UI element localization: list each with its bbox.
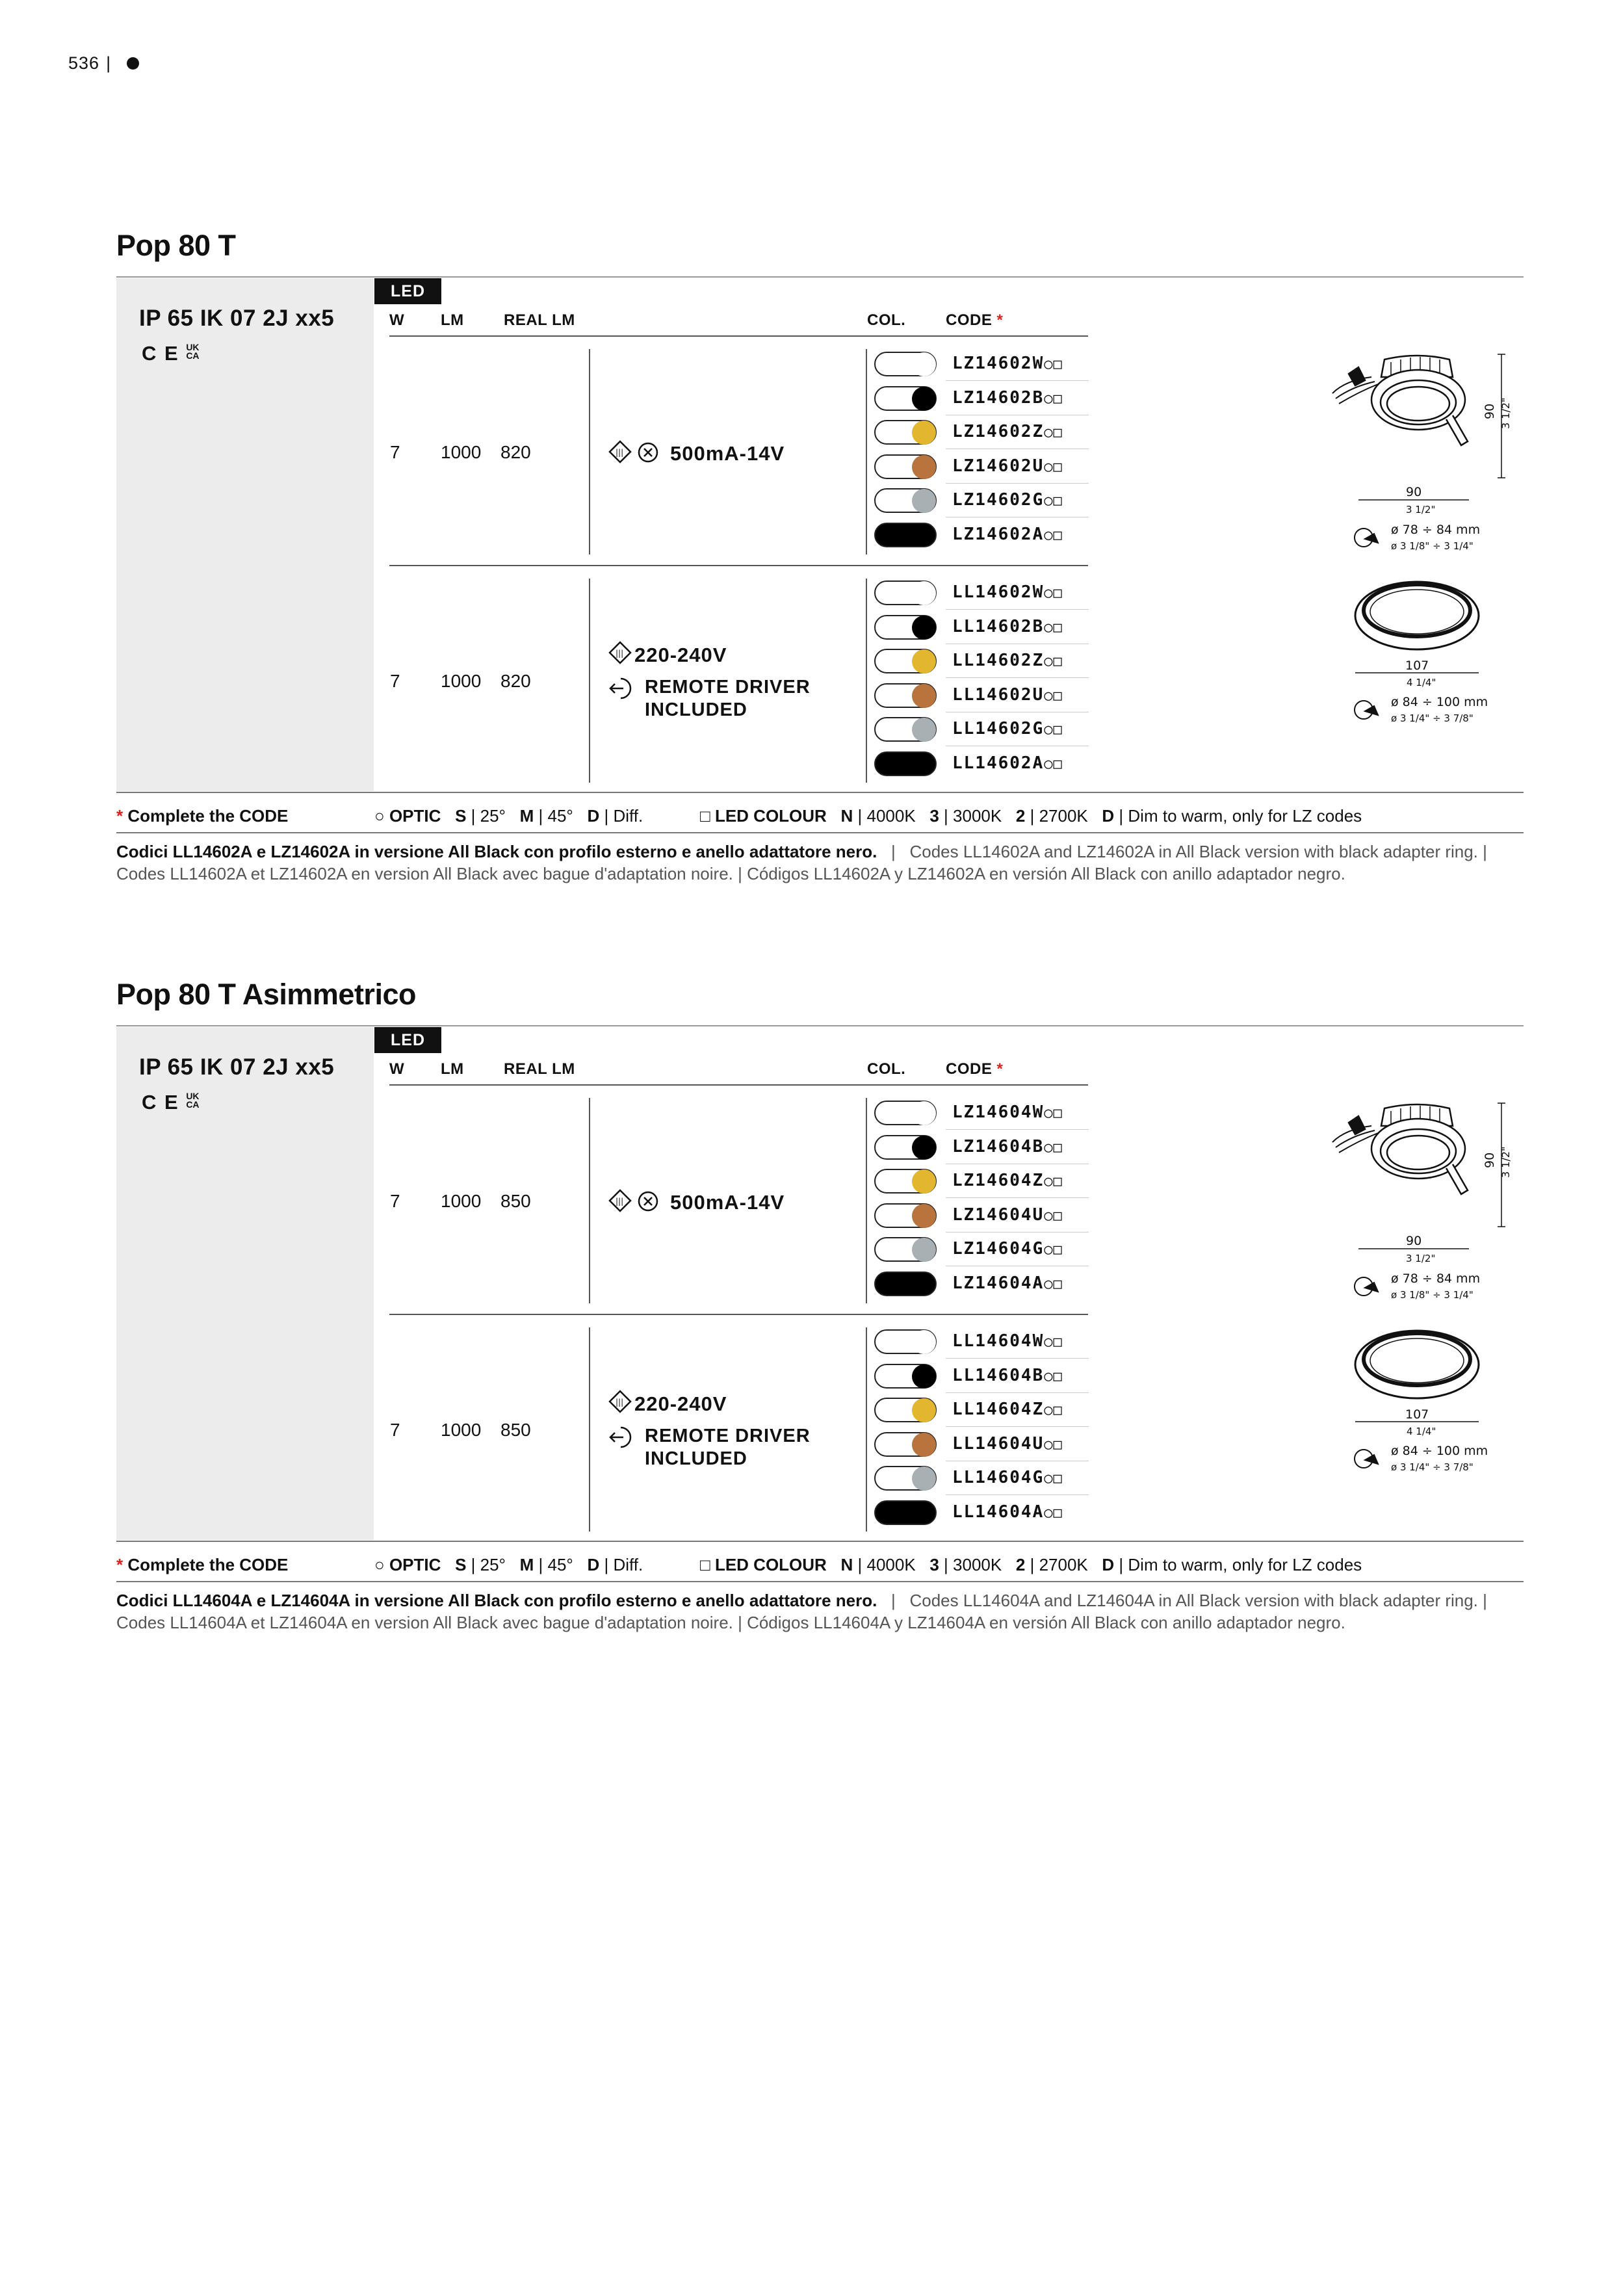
header-w: W [389,311,405,329]
cutout-icon [1355,1277,1378,1296]
colour-dot [912,1364,936,1389]
asterisk-icon: * [996,1060,1004,1078]
product-drawing [1319,1097,1527,1487]
legend-optic: ○ OPTIC S | 25° M | 45° D | Diff. [374,1555,643,1574]
all-black-note: Codici LL14604A e LZ14604A in versione All Black con profilo esterno e anello adattatore nero. | Codes LL14604A and LZ14604A in All Black version with black adapter ring. | Codes LL14604A et LZ14604A en version All Black avec bague d'adaptation noire. | Códigos LL14604A y LZ14604A en versión All Black con anillo adaptador negro. [116,1591,1487,1632]
legend-led-colour: □ LED COLOUR N | 4000K 3 | 3000K 2 | 2700K D | Dim to warm, only for LZ codes [700,1555,1362,1574]
product-code: LZ14602W○□ [952,354,1063,373]
dim-width-mm: 90 [1406,485,1422,499]
colour-swatch [874,523,937,547]
colour-dot [912,1467,936,1491]
header-w: W [389,1060,405,1078]
colour-dot [912,352,936,376]
cutout-in: ø 3 1/8" ÷ 3 1/4" [1391,1289,1474,1301]
colour-dot [912,1238,936,1262]
dim-ring-mm: 107 [1405,1407,1429,1422]
colour-dot [912,581,936,605]
product-section [0,749,1623,1632]
group1-lm: 1000 [441,442,482,462]
legend-complete: * Complete the CODE [116,1555,289,1574]
group2-w: 7 [390,1420,400,1440]
product-code: LL14602B○□ [952,616,1063,636]
product-code: LL14604A○□ [952,1502,1063,1522]
colour-dot [912,684,936,708]
cutout-mm: ø 84 ÷ 100 mm [1391,1444,1488,1458]
colour-dot [912,1398,936,1422]
group2-supply: 220-240V [634,644,727,666]
colour-dot [912,1169,936,1194]
colour-swatch [874,1364,937,1389]
product-code: LL14604G○□ [952,1468,1063,1487]
colour-dot [912,455,936,479]
dim-height-mm: 90 [1483,1152,1497,1168]
cutout-in: ø 3 1/8" ÷ 3 1/4" [1391,540,1474,552]
product-code: LL14604B○□ [952,1365,1063,1385]
colour-swatch [874,1101,937,1125]
colour-swatch [874,454,937,479]
colour-dot [912,718,936,742]
colour-swatch [874,615,937,640]
product-code: LL14604U○□ [952,1433,1063,1454]
colour-swatch [874,683,937,708]
product-drawing [1319,348,1527,738]
product-code: LL14602Z○□ [952,651,1063,670]
ip-rating: IP 65 IK 07 2J xx5 [139,1054,335,1080]
colour-swatch [874,1466,937,1491]
colour-swatch [874,1272,937,1296]
product-code: LZ14602U○□ [952,456,1063,476]
product-code: LZ14604B○□ [952,1136,1063,1156]
product-section [0,0,1623,883]
cutout-mm: ø 78 ÷ 84 mm [1391,523,1481,537]
header-lm: LM [441,311,464,329]
side-view-drawing [1332,356,1468,445]
product-code: LZ14604U○□ [952,1205,1063,1225]
certification-marks: C E UK CA [142,1091,200,1114]
colour-dot [912,421,936,445]
cutout-mm: ø 78 ÷ 84 mm [1391,1272,1481,1286]
remote-driver-icon [608,1425,634,1450]
product-code: LZ14604A○□ [952,1273,1063,1293]
svg-text:|||: ||| [616,1398,624,1407]
section-title: Pop 80 T Asimmetrico [116,978,416,1011]
led-tab: LED [374,278,441,304]
group1-supply: 500mA-14V [670,1191,785,1214]
colour-swatch [874,1203,937,1228]
dimmable-diamond-icon [608,439,632,464]
colour-dot [912,1433,936,1457]
header-code: CODE * [946,311,1004,329]
dim-ring-mm: 107 [1405,659,1429,673]
product-code: LZ14602G○□ [952,490,1063,510]
product-code: LL14604Z○□ [952,1400,1063,1419]
dim-height-in: 3 1/2" [1500,1146,1512,1178]
remote-driver-icon [608,676,634,701]
dim-ring-in: 4 1/4" [1407,677,1436,688]
colour-swatch [874,1329,937,1354]
ip-rating: IP 65 IK 07 2J xx5 [139,306,335,331]
group2-real-lm: 850 [500,1420,531,1440]
group2-w: 7 [390,671,400,691]
group1-w: 7 [390,1191,400,1211]
no-driver-icon [637,1190,659,1212]
dimmable-diamond-icon [608,1389,632,1414]
cutout-icon [1355,701,1378,719]
group1-real-lm: 850 [500,1191,531,1211]
cutout-icon [1355,1450,1378,1468]
header-col: COL. [867,1060,906,1078]
legend-optic: ○ OPTIC S | 25° M | 45° D | Diff. [374,806,643,826]
colour-swatch [874,1398,937,1422]
ring-view-drawing [1355,582,1479,649]
led-colour-square-icon: □ [700,806,710,826]
colour-swatch [874,488,937,513]
product-code: LZ14602B○□ [952,387,1063,408]
group2-lm: 1000 [441,671,482,691]
colour-swatch [874,581,937,605]
header-real-lm: REAL LM [504,1060,575,1078]
colour-swatch [874,649,937,673]
dimmable-diamond-icon [608,640,632,665]
asterisk-icon: * [116,806,123,826]
page-number: 536 [68,53,100,73]
no-driver-icon [637,441,659,463]
section-title: Pop 80 T [116,229,236,262]
dim-height-mm: 90 [1483,403,1497,419]
product-code: LL14602A○□ [952,753,1063,773]
group2-driver: REMOTE DRIVER INCLUDED [645,1426,811,1469]
cutout-in: ø 3 1/4" ÷ 3 7/8" [1391,712,1474,724]
legend-led-colour: □ LED COLOUR N | 4000K 3 | 3000K 2 | 2700K D | Dim to warm, only for LZ codes [700,806,1362,826]
asterisk-icon: * [996,311,1004,329]
product-code: LZ14604Z○□ [952,1171,1063,1190]
colour-dot [912,1330,936,1354]
product-code: LL14602G○□ [952,719,1063,738]
legend-complete: * Complete the CODE [116,806,289,826]
header-real-lm: REAL LM [504,311,575,329]
colour-dot [912,489,936,513]
product-code: LZ14602A○□ [952,524,1063,544]
certification-marks: C E UK CA [142,342,200,365]
group2-lm: 1000 [441,1420,482,1440]
header-lm: LM [441,1060,464,1078]
colour-dot [912,1101,936,1125]
dim-height-in: 3 1/2" [1500,397,1512,429]
group2-supply: 220-240V [634,1392,727,1415]
group1-lm: 1000 [441,1191,482,1211]
colour-swatch [874,1135,937,1160]
product-code: LZ14604G○□ [952,1239,1063,1259]
side-view-drawing [1332,1104,1468,1194]
group1-w: 7 [390,442,400,462]
dim-ring-in: 4 1/4" [1407,1426,1436,1437]
colour-swatch [874,1432,937,1457]
svg-text:|||: ||| [616,448,624,457]
ring-view-drawing [1355,1331,1479,1398]
colour-swatch [874,386,937,411]
colour-dot [912,1204,936,1228]
svg-text:|||: ||| [616,649,624,658]
product-code: LZ14602Z○□ [952,422,1063,441]
header-code: CODE * [946,1060,1004,1078]
cutout-icon [1355,528,1378,547]
header-col: COL. [867,311,906,329]
optic-circle-icon: ○ [374,1555,385,1574]
page-header: 536 | [68,53,139,73]
colour-swatch [874,352,937,376]
group1-real-lm: 820 [500,442,531,462]
dimmable-diamond-icon [608,1188,632,1213]
optic-circle-icon: ○ [374,806,385,826]
group1-supply: 500mA-14V [670,442,785,465]
led-tab: LED [374,1027,441,1053]
colour-swatch [874,1169,937,1194]
cutout-in: ø 3 1/4" ÷ 3 7/8" [1391,1461,1474,1473]
dim-width-mm: 90 [1406,1234,1422,1248]
colour-dot [912,616,936,640]
colour-dot [912,649,936,673]
colour-dot [912,1136,936,1160]
colour-swatch [874,420,937,445]
all-black-note: Codici LL14602A e LZ14602A in versione All Black con profilo esterno e anello adattatore nero. | Codes LL14602A and LZ14602A in All Black version with black adapter ring. | Codes LL14602A et LZ14602A en version All Black avec bague d'adaptation noire. | Códigos LL14602A y LZ14602A en versión All Black con anillo adaptador negro. [116,842,1487,883]
group2-real-lm: 820 [500,671,531,691]
colour-dot [912,387,936,411]
group2-driver: REMOTE DRIVER INCLUDED [645,677,811,720]
colour-swatch [874,1237,937,1262]
product-code: LL14604W○□ [952,1331,1063,1351]
led-colour-square-icon: □ [700,1555,710,1574]
dim-width-in: 3 1/2" [1406,504,1436,515]
asterisk-icon: * [116,1555,123,1574]
colour-swatch [874,1500,937,1525]
svg-text:|||: ||| [616,1197,624,1206]
colour-swatch [874,717,937,742]
dim-width-in: 3 1/2" [1406,1253,1436,1264]
cutout-mm: ø 84 ÷ 100 mm [1391,695,1488,709]
product-code: LL14602U○□ [952,685,1063,705]
product-code: LL14602W○□ [952,582,1063,602]
product-code: LZ14604W○□ [952,1102,1063,1122]
